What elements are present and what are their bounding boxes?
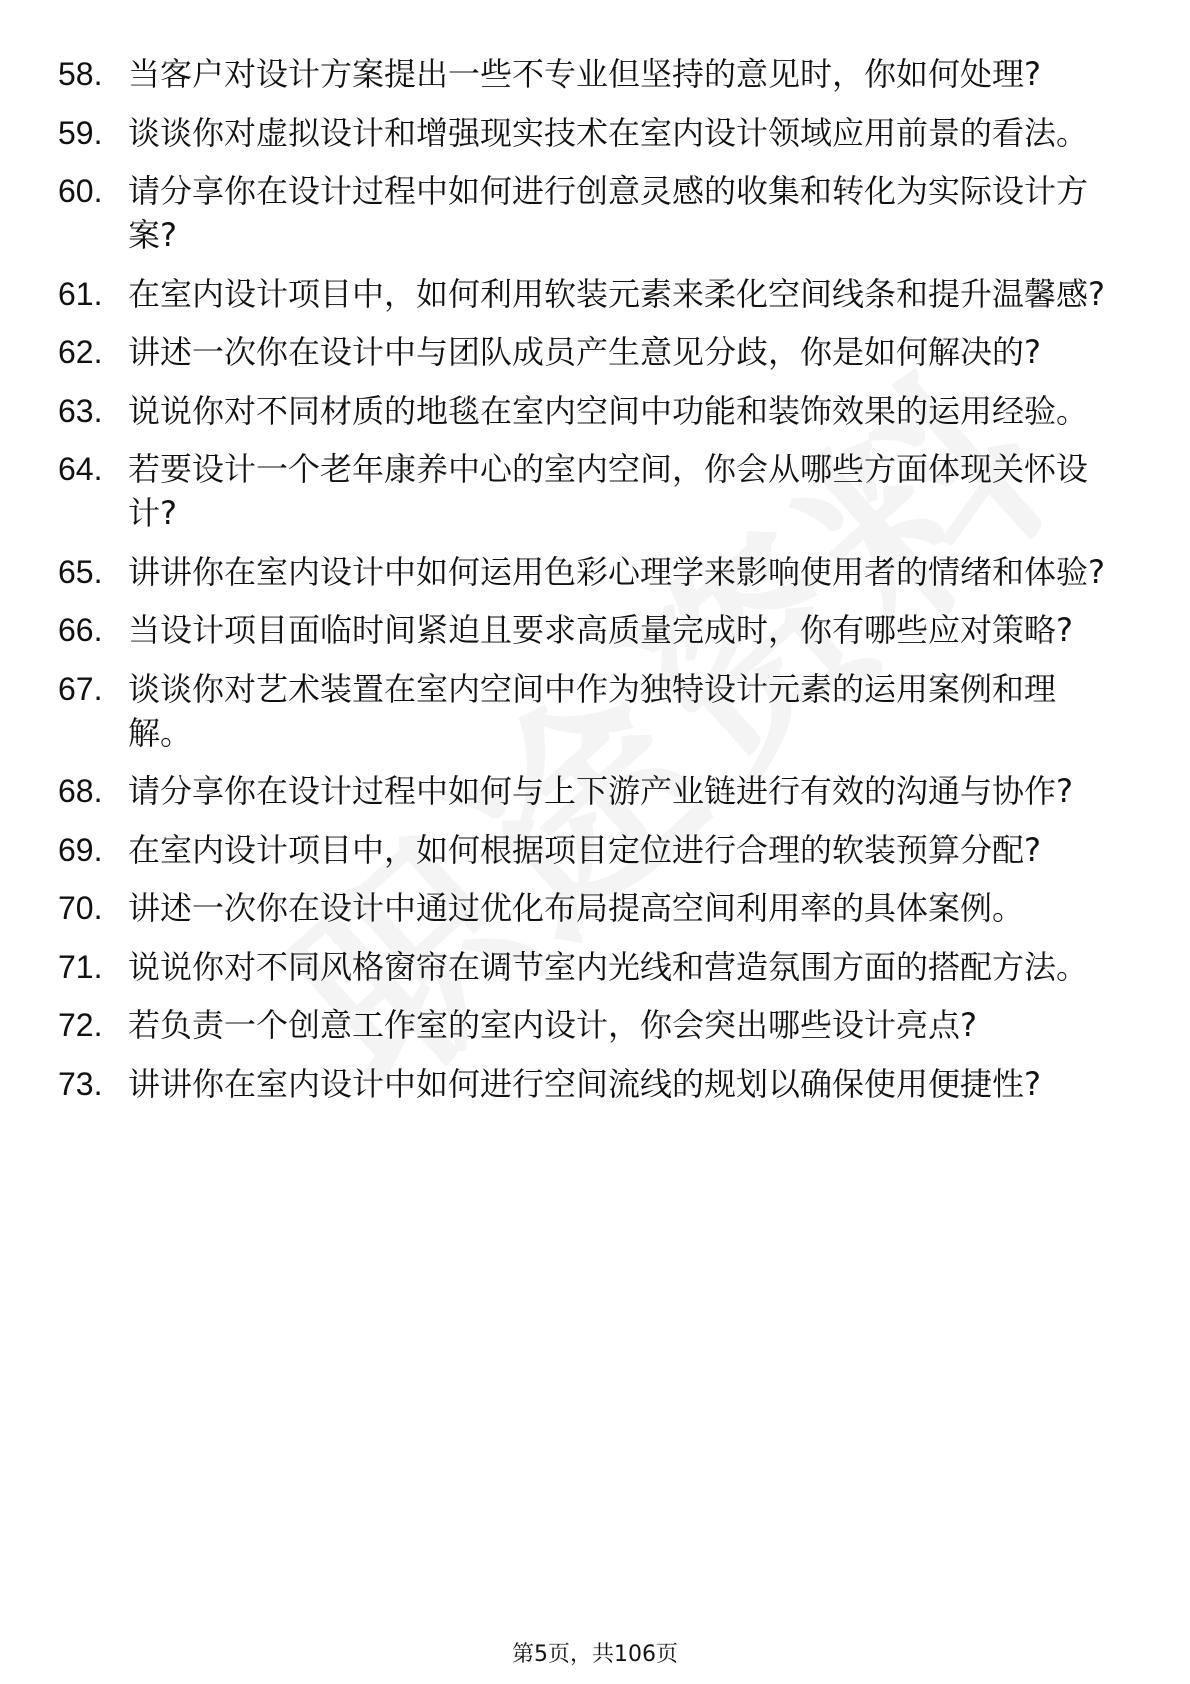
question-text: 谈谈你对艺术装置在室内空间中作为独特设计元素的运用案例和理解。 [128,669,1057,752]
question-item [58,1062,1108,1106]
question-item [58,828,1108,872]
question-item [58,330,1108,374]
question-item [58,608,1108,652]
question-number: 69. [58,831,103,868]
question-number: 62. [58,334,103,370]
question-number: 73. [58,1065,103,1102]
question-text: 在室内设计项目中，如何利用软装元素来柔化空间线条和提升温馨感? [128,274,1105,313]
question-number: 63. [58,392,103,429]
question-text: 讲讲你在室内设计中如何进行空间流线的规划以确保使用便捷性? [128,1064,1041,1103]
question-text: 讲述一次你在设计中与团队成员产生意见分歧，你是如何解决的? [128,333,1041,371]
question-text: 讲讲你在室内设计中如何运用色彩心理学来影响使用者的情绪和体验? [128,552,1105,591]
question-item [58,886,1108,930]
question-number: 58. [58,56,103,92]
question-item [58,52,1108,96]
question-number: 71. [58,948,103,985]
question-item [58,389,1108,433]
page-footer: 第5页，共106页 [512,1642,678,1667]
question-item [58,667,1108,755]
question-number: 68. [58,773,103,809]
question-item [58,111,1108,155]
question-text: 当设计项目面临时间紧迫且要求高质量完成时，你有哪些应对策略? [128,611,1073,649]
question-item [58,272,1108,316]
question-text: 说说你对不同风格窗帘在调节室内光线和营造氛围方面的搭配方法。 [128,947,1089,986]
question-text: 在室内设计项目中，如何根据项目定位进行合理的软装预算分配? [128,830,1041,869]
question-list [58,52,1108,1120]
question-number: 67. [58,670,103,707]
question-text: 若要设计一个老年康养中心的室内空间，你会从哪些方面体现关怀设计? [128,450,1089,532]
question-text: 说说你对不同材质的地毯在室内空间中功能和装饰效果的运用经验。 [128,391,1089,430]
question-item [58,447,1108,535]
question-number: 70. [58,890,103,926]
question-number: 61. [58,275,103,312]
question-text: 请分享你在设计过程中如何与上下游产业链进行有效的沟通与协作? [128,772,1073,810]
question-item [58,769,1108,813]
question-text: 当客户对设计方案提出一些不专业但坚持的意见时，你如何处理? [128,55,1041,93]
question-item [58,945,1108,989]
question-number: 64. [58,451,103,487]
question-number: 60. [58,173,103,209]
question-number: 65. [58,553,103,590]
question-item [58,169,1108,257]
question-text: 若负责一个创意工作室的室内设计，你会突出哪些设计亮点? [128,1006,977,1044]
question-number: 72. [58,1007,103,1043]
question-number: 66. [58,612,103,648]
question-text: 讲述一次你在设计中通过优化布局提高空间利用率的具体案例。 [128,889,1025,927]
question-text: 谈谈你对虚拟设计和增强现实技术在室内设计领域应用前景的看法。 [128,113,1089,152]
question-number: 59. [58,114,103,151]
question-item [58,1003,1108,1047]
question-item [58,550,1108,594]
question-text: 请分享你在设计过程中如何进行创意灵感的收集和转化为实际设计方案? [128,172,1089,254]
